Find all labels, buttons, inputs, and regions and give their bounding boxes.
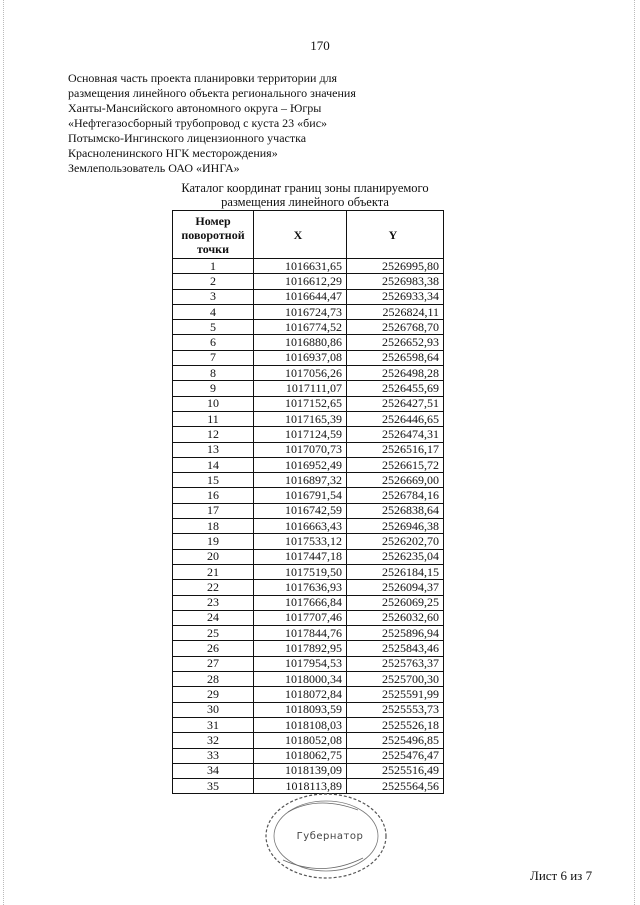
y-coordinate-cell: 2525843,46 xyxy=(347,641,444,656)
y-coordinate-cell: 2526184,15 xyxy=(347,564,444,579)
x-coordinate-cell: 1016663,43 xyxy=(254,519,347,534)
caption-line: размещения линейного объекта xyxy=(221,195,389,209)
header-point-number: Номер поворотной точки xyxy=(173,211,254,259)
y-coordinate-cell: 2526933,34 xyxy=(347,289,444,304)
table-row xyxy=(173,687,444,702)
point-number-cell: 1 xyxy=(173,259,254,274)
y-coordinate-cell: 2525496,85 xyxy=(347,733,444,748)
point-number-cell: 16 xyxy=(173,488,254,503)
y-coordinate-cell: 2526455,69 xyxy=(347,381,444,396)
point-number-cell: 23 xyxy=(173,595,254,610)
table-row xyxy=(173,381,444,396)
table-row xyxy=(173,259,444,274)
point-number-cell: 26 xyxy=(173,641,254,656)
point-number-cell: 22 xyxy=(173,580,254,595)
x-coordinate-cell: 1016644,47 xyxy=(254,289,347,304)
table-row xyxy=(173,320,444,335)
header-line: Основная часть проекта планировки территории для xyxy=(68,71,338,85)
table-row xyxy=(173,411,444,426)
table-row xyxy=(173,549,444,564)
y-coordinate-cell: 2526446,65 xyxy=(347,411,444,426)
y-coordinate-cell: 2525553,73 xyxy=(347,702,444,717)
scan-edge-right xyxy=(634,0,636,905)
y-coordinate-cell: 2525526,18 xyxy=(347,717,444,732)
coordinates-table xyxy=(172,210,444,794)
stamp-seal xyxy=(258,790,388,882)
table-row xyxy=(173,641,444,656)
header-line: Красноленинского НГК месторождения» xyxy=(68,146,278,160)
x-coordinate-cell: 1017165,39 xyxy=(254,411,347,426)
x-coordinate-cell: 1017954,53 xyxy=(254,656,347,671)
x-coordinate-cell: 1017707,46 xyxy=(254,610,347,625)
y-coordinate-cell: 2526615,72 xyxy=(347,457,444,472)
point-number-cell: 13 xyxy=(173,442,254,457)
point-number-cell: 4 xyxy=(173,304,254,319)
header-y: Y xyxy=(347,211,444,259)
y-coordinate-cell: 2525700,30 xyxy=(347,672,444,687)
point-number-cell: 2 xyxy=(173,274,254,289)
x-coordinate-cell: 1016880,86 xyxy=(254,335,347,350)
table-row xyxy=(173,289,444,304)
header-line: размещения линейного объекта регионального значения xyxy=(68,86,356,100)
table-row xyxy=(173,304,444,319)
point-number-cell: 11 xyxy=(173,411,254,426)
y-coordinate-cell: 2526824,11 xyxy=(347,304,444,319)
x-coordinate-cell: 1018062,75 xyxy=(254,748,347,763)
y-coordinate-cell: 2526946,38 xyxy=(347,519,444,534)
table-row xyxy=(173,335,444,350)
table-row xyxy=(173,626,444,641)
y-coordinate-cell: 2526784,16 xyxy=(347,488,444,503)
point-number-cell: 32 xyxy=(173,733,254,748)
point-number-cell: 9 xyxy=(173,381,254,396)
y-coordinate-cell: 2526235,04 xyxy=(347,549,444,564)
x-coordinate-cell: 1017533,12 xyxy=(254,534,347,549)
y-coordinate-cell: 2525591,99 xyxy=(347,687,444,702)
point-number-cell: 30 xyxy=(173,702,254,717)
point-number-cell: 18 xyxy=(173,519,254,534)
table-row xyxy=(173,274,444,289)
x-coordinate-cell: 1018139,09 xyxy=(254,763,347,778)
caption-line: Каталог координат границ зоны планируемого xyxy=(181,181,429,195)
point-number-cell: 17 xyxy=(173,503,254,518)
header-line: Землепользователь ОАО «ИНГА» xyxy=(68,161,240,175)
point-number-cell: 3 xyxy=(173,289,254,304)
point-number-cell: 28 xyxy=(173,672,254,687)
y-coordinate-cell: 2526995,80 xyxy=(347,259,444,274)
x-coordinate-cell: 1016937,08 xyxy=(254,350,347,365)
table-row xyxy=(173,488,444,503)
table-row xyxy=(173,610,444,625)
x-coordinate-cell: 1017666,84 xyxy=(254,595,347,610)
y-coordinate-cell: 2526838,64 xyxy=(347,503,444,518)
x-coordinate-cell: 1017636,93 xyxy=(254,580,347,595)
y-coordinate-cell: 2525763,37 xyxy=(347,656,444,671)
y-coordinate-cell: 2525896,94 xyxy=(347,626,444,641)
y-coordinate-cell: 2525516,49 xyxy=(347,763,444,778)
y-coordinate-cell: 2526983,38 xyxy=(347,274,444,289)
table-row xyxy=(173,763,444,778)
x-coordinate-cell: 1018072,84 xyxy=(254,687,347,702)
y-coordinate-cell: 2525476,47 xyxy=(347,748,444,763)
point-number-cell: 5 xyxy=(173,320,254,335)
x-coordinate-cell: 1017056,26 xyxy=(254,366,347,381)
y-coordinate-cell: 2526516,17 xyxy=(347,442,444,457)
page-number: 170 xyxy=(310,38,330,53)
table-caption xyxy=(172,181,438,209)
table-row xyxy=(173,473,444,488)
seal-text: Губернатор xyxy=(296,831,364,842)
table-row xyxy=(173,503,444,518)
scan-edge-left xyxy=(3,0,5,905)
point-number-cell: 34 xyxy=(173,763,254,778)
point-number-cell: 33 xyxy=(173,748,254,763)
table-row xyxy=(173,564,444,579)
x-coordinate-cell: 1017070,73 xyxy=(254,442,347,457)
table-row xyxy=(173,519,444,534)
table-row xyxy=(173,702,444,717)
y-coordinate-cell: 2526094,37 xyxy=(347,580,444,595)
point-number-cell: 7 xyxy=(173,350,254,365)
y-coordinate-cell: 2526032,60 xyxy=(347,610,444,625)
point-number-cell: 24 xyxy=(173,610,254,625)
table-row xyxy=(173,656,444,671)
x-coordinate-cell: 1016952,49 xyxy=(254,457,347,472)
point-number-cell: 25 xyxy=(173,626,254,641)
x-coordinate-cell: 1017447,18 xyxy=(254,549,347,564)
y-coordinate-cell: 2526598,64 xyxy=(347,350,444,365)
point-number-cell: 20 xyxy=(173,549,254,564)
table-row xyxy=(173,580,444,595)
x-coordinate-cell: 1018093,59 xyxy=(254,702,347,717)
table-row xyxy=(173,748,444,763)
point-number-cell: 29 xyxy=(173,687,254,702)
x-coordinate-cell: 1016774,52 xyxy=(254,320,347,335)
point-number-cell: 15 xyxy=(173,473,254,488)
y-coordinate-cell: 2525564,56 xyxy=(347,779,444,794)
header-line: Потымско-Ингинского лицензионного участка xyxy=(68,131,307,145)
table-row xyxy=(173,672,444,687)
y-coordinate-cell: 2526069,25 xyxy=(347,595,444,610)
point-number-cell: 10 xyxy=(173,396,254,411)
point-number-cell: 14 xyxy=(173,457,254,472)
y-coordinate-cell: 2526768,70 xyxy=(347,320,444,335)
sheet-counter: Лист 6 из 7 xyxy=(530,868,593,883)
point-number-cell: 19 xyxy=(173,534,254,549)
table-row xyxy=(173,534,444,549)
y-coordinate-cell: 2526498,28 xyxy=(347,366,444,381)
table-row xyxy=(173,350,444,365)
table-row xyxy=(173,366,444,381)
header-line: Ханты-Мансийского автономного округа – Югры xyxy=(68,101,322,115)
table-row xyxy=(173,733,444,748)
x-coordinate-cell: 1017111,07 xyxy=(254,381,347,396)
table-row xyxy=(173,396,444,411)
x-coordinate-cell: 1017152,65 xyxy=(254,396,347,411)
table-body xyxy=(173,259,444,794)
point-number-cell: 6 xyxy=(173,335,254,350)
y-coordinate-cell: 2526669,00 xyxy=(347,473,444,488)
x-coordinate-cell: 1018000,34 xyxy=(254,672,347,687)
x-coordinate-cell: 1016724,73 xyxy=(254,304,347,319)
table-row xyxy=(173,442,444,457)
x-coordinate-cell: 1017124,59 xyxy=(254,427,347,442)
point-number-cell: 31 xyxy=(173,717,254,732)
y-coordinate-cell: 2526652,93 xyxy=(347,335,444,350)
point-number-cell: 12 xyxy=(173,427,254,442)
x-coordinate-cell: 1017844,76 xyxy=(254,626,347,641)
table-row xyxy=(173,457,444,472)
header-x: X xyxy=(254,211,347,259)
point-number-cell: 21 xyxy=(173,564,254,579)
point-number-cell: 35 xyxy=(173,779,254,794)
x-coordinate-cell: 1018108,03 xyxy=(254,717,347,732)
x-coordinate-cell: 1016612,29 xyxy=(254,274,347,289)
y-coordinate-cell: 2526474,31 xyxy=(347,427,444,442)
table-row xyxy=(173,427,444,442)
x-coordinate-cell: 1017892,95 xyxy=(254,641,347,656)
x-coordinate-cell: 1018113,89 xyxy=(254,779,347,794)
x-coordinate-cell: 1017519,50 xyxy=(254,564,347,579)
x-coordinate-cell: 1016631,65 xyxy=(254,259,347,274)
point-number-cell: 27 xyxy=(173,656,254,671)
y-coordinate-cell: 2526202,70 xyxy=(347,534,444,549)
table-row xyxy=(173,717,444,732)
table-row xyxy=(173,595,444,610)
point-number-cell: 8 xyxy=(173,366,254,381)
x-coordinate-cell: 1018052,08 xyxy=(254,733,347,748)
document-header xyxy=(68,71,356,176)
x-coordinate-cell: 1016742,59 xyxy=(254,503,347,518)
header-line: «Нефтегазосборный трубопровод с куста 23 «бис» xyxy=(68,116,328,130)
y-coordinate-cell: 2526427,51 xyxy=(347,396,444,411)
x-coordinate-cell: 1016791,54 xyxy=(254,488,347,503)
x-coordinate-cell: 1016897,32 xyxy=(254,473,347,488)
table-header-row xyxy=(173,211,444,259)
